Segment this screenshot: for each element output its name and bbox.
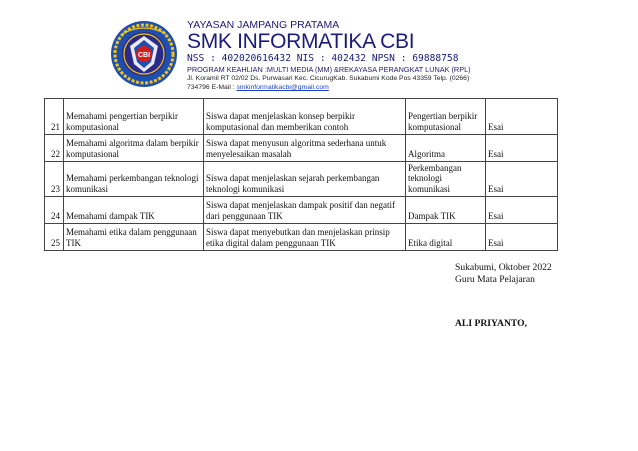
- competency-cell: Memahami pengertian berpikir komputasional: [64, 99, 204, 135]
- assessment-cell: Esai: [486, 162, 558, 197]
- row-number: 22: [45, 135, 64, 162]
- material-cell: Pengertian berpikir komputasional: [406, 99, 486, 135]
- row-number: 21: [45, 99, 64, 135]
- assessment-cell: Esai: [486, 135, 558, 162]
- row-number: 24: [45, 197, 64, 224]
- indicator-cell: Siswa dapat menjelaskan dampak positif dan negatif dari penggunaan TIK: [204, 197, 406, 224]
- table-row: [45, 224, 558, 251]
- assessment-cell: Esai: [486, 99, 558, 135]
- competency-cell: Memahami perkembangan teknologi komunikasi: [64, 162, 204, 197]
- question-grid-table: [44, 98, 558, 251]
- study-programs: PROGRAM KEAHLIAN :MULTI MEDIA (MM) &REKAYASA PERANGKAT LUNAK (RPL): [187, 65, 471, 74]
- row-number: 25: [45, 224, 64, 251]
- indicator-cell: Siswa dapat menjelaskan sejarah perkembangan teknologi komunikasi: [204, 162, 406, 197]
- material-cell: Algoritma: [406, 135, 486, 162]
- letterhead: [0, 0, 638, 96]
- row-number: 23: [45, 162, 64, 197]
- indicator-cell: Siswa dapat menyusun algoritma sederhana untuk menyelesaikan masalah: [204, 135, 406, 162]
- material-cell: Dampak TIK: [406, 197, 486, 224]
- competency-cell: Memahami algoritma dalam berpikir komputasional: [64, 135, 204, 162]
- contact-line: [187, 84, 329, 91]
- place-date: Sukabumi, Oktober 2022: [455, 262, 552, 273]
- competency-cell: Memahami etika dalam penggunaan TIK: [64, 224, 204, 251]
- logo-text: CBI: [137, 52, 151, 59]
- contact-prefix: 734796 E-Mail :: [187, 84, 237, 91]
- signer-name: ALI PRIYANTO,: [455, 318, 527, 329]
- indicator-cell: Siswa dapat menjelaskan konsep berpikir komputasional dan memberikan contoh: [204, 99, 406, 135]
- school-name: SMK INFORMATIKA CBI: [187, 30, 415, 53]
- competency-cell: Memahami dampak TIK: [64, 197, 204, 224]
- registration-numbers: NSS : 402020616432 NIS : 402432 NPSN : 69888758: [187, 53, 459, 64]
- foundation-name: YAYASAN JAMPANG PRATAMA: [187, 19, 340, 31]
- material-cell: Etika digital: [406, 224, 486, 251]
- assessment-cell: Esai: [486, 197, 558, 224]
- table-row: [45, 99, 558, 135]
- material-cell: Perkembangan teknologi komunikasi: [406, 162, 486, 197]
- table-row: [45, 162, 558, 197]
- indicator-cell: Siswa dapat menyebutkan dan menjelaskan prinsip etika digital dalam penggunaan TIK: [204, 224, 406, 251]
- table-row: [45, 197, 558, 224]
- signature-block: [455, 262, 552, 286]
- school-crest-logo: [110, 20, 178, 88]
- assessment-cell: Esai: [486, 224, 558, 251]
- email-link[interactable]: smkinformatikacbi@gmail.com: [236, 84, 329, 91]
- table-row: [45, 135, 558, 162]
- signer-role: Guru Mata Pelajaran: [455, 273, 535, 285]
- school-address: Jl. Koramil RT 02/02 Ds. Purwasari Kec. CicurugKab. Sukabumi Kode Pos 43359 Telp. (0266): [187, 75, 470, 82]
